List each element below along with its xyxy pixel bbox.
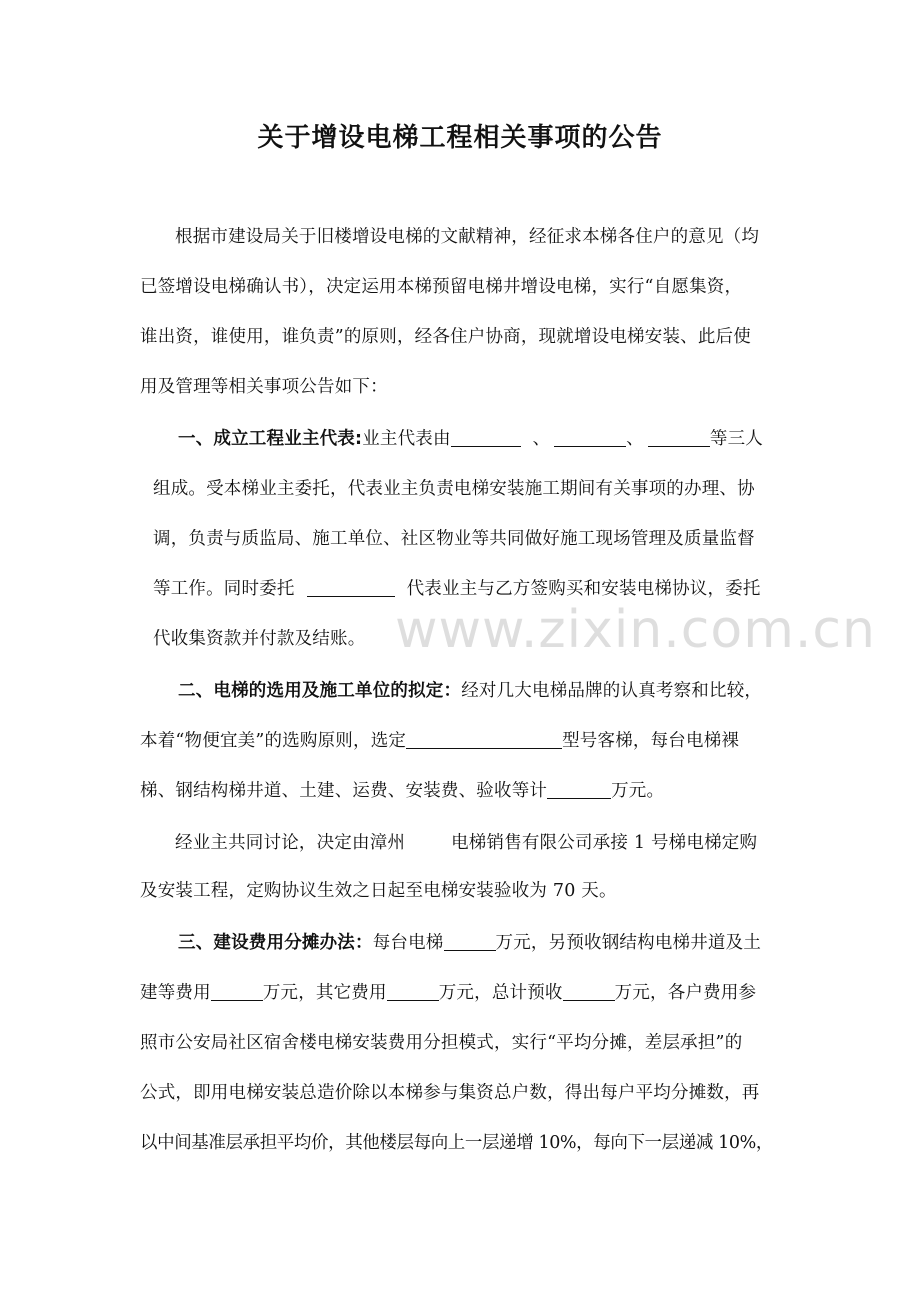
blank-field [387,982,439,1001]
intro-line-3: 谁出资，谁使用，谁负责”的原则，经各住户协商，现就增设电梯安装、此后使 [140,327,751,347]
sec3-text: 万元，其它费用 [262,983,387,1003]
blank-field [444,932,496,951]
sec1-line-3: 调，负责与质监局、施工单位、社区物业等共同做好施工现场管理及质量监督 [153,529,755,549]
sec1-text: 代表业主与乙方签购买和安装电梯协议，委托 [406,579,761,599]
sec3-text: 建等费用 [140,983,211,1003]
sec3-text: 每台电梯 [372,933,444,953]
sec1-heading: 一、成立工程业主代表: [178,429,363,449]
sec2-line-3 [140,776,664,806]
sec2-text: 经对几大电梯品牌的认真考察和比较， [461,681,763,701]
separator: 、 [532,429,551,449]
sec1-line-4 [153,574,761,604]
sec3-line-2 [140,978,756,1008]
sec1-text: 等三人 [709,429,763,449]
sec3-line-4: 公式，即用电梯安装总造价除以本梯参与集资总户数，得出每户平均分摊数，再 [140,1083,760,1103]
sec3-text: 万元，各户费用参 [614,983,757,1003]
intro-line-1: 根据市建设局关于旧楼增设电梯的文献精神，经征求本梯各住户的意见（均 [175,227,760,247]
blank-field [406,730,562,749]
sec2-para-2-line-1 [175,828,757,858]
watermark: www.zixin.com.cn [395,600,876,660]
sec3-line-1 [178,928,761,958]
sec2-text: 经业主共同讨论，决定由漳州 [175,833,406,853]
blank-field [554,428,626,447]
intro-line-4: 用及管理等相关事项公告如下： [140,377,388,397]
blank-field [211,982,263,1001]
sec2-text: 本着“物便宜美”的选购原则，选定 [140,731,407,751]
page-title: 关于增设电梯工程相关事项的公告 [257,123,663,153]
blank-field [307,578,395,597]
sec1-text: 业主代表由 [362,429,451,449]
sec2-para-2-line-2: 及安装工程，定购协议生效之日起至电梯安装验收为 70 天。 [140,881,617,901]
sec2-line-1 [178,676,762,706]
blank-field [563,982,615,1001]
sec2-text: 万元。 [611,781,665,801]
sec3-line-5: 以中间基准层承担平均价，其他楼层每向上一层递增 10%，每向下一层递减 10%， [140,1133,773,1153]
separator: 、 [626,429,644,449]
sec2-line-2 [140,726,739,756]
sec3-text: 万元，另预收钢结构电梯井道及土 [495,933,762,953]
sec1-text: 等工作。同时委托 [153,579,295,599]
sec2-text: 梯、钢结构梯井道、土建、运费、安装费、验收等计 [140,781,548,801]
sec3-line-3: 照市公安局社区宿舍楼电梯安装费用分担模式，实行“平均分摊，差层承担”的 [140,1033,743,1053]
blank-field [547,780,611,799]
blank-field [451,428,521,447]
sec2-text: 电梯销售有限公司承接 1 号梯电梯定购 [451,833,758,853]
sec1-line-5: 代收集资款并付款及结账。 [153,629,366,649]
sec3-text: 万元，总计预收 [438,983,563,1003]
blank-field [648,428,710,447]
sec3-heading: 三、建设费用分摊办法： [178,933,373,953]
sec1-line-2: 组成。受本梯业主委托，代表业主负责电梯安装施工期间有关事项的办理、协 [153,479,755,499]
sec2-text: 型号客梯，每台电梯裸 [562,731,740,751]
intro-line-2: 已签增设电梯确认书），决定运用本梯预留电梯井增设电梯，实行“自愿集资， [140,277,743,297]
sec1-line-1 [178,424,763,454]
sec2-heading: 二、电梯的选用及施工单位的拟定： [178,681,462,701]
